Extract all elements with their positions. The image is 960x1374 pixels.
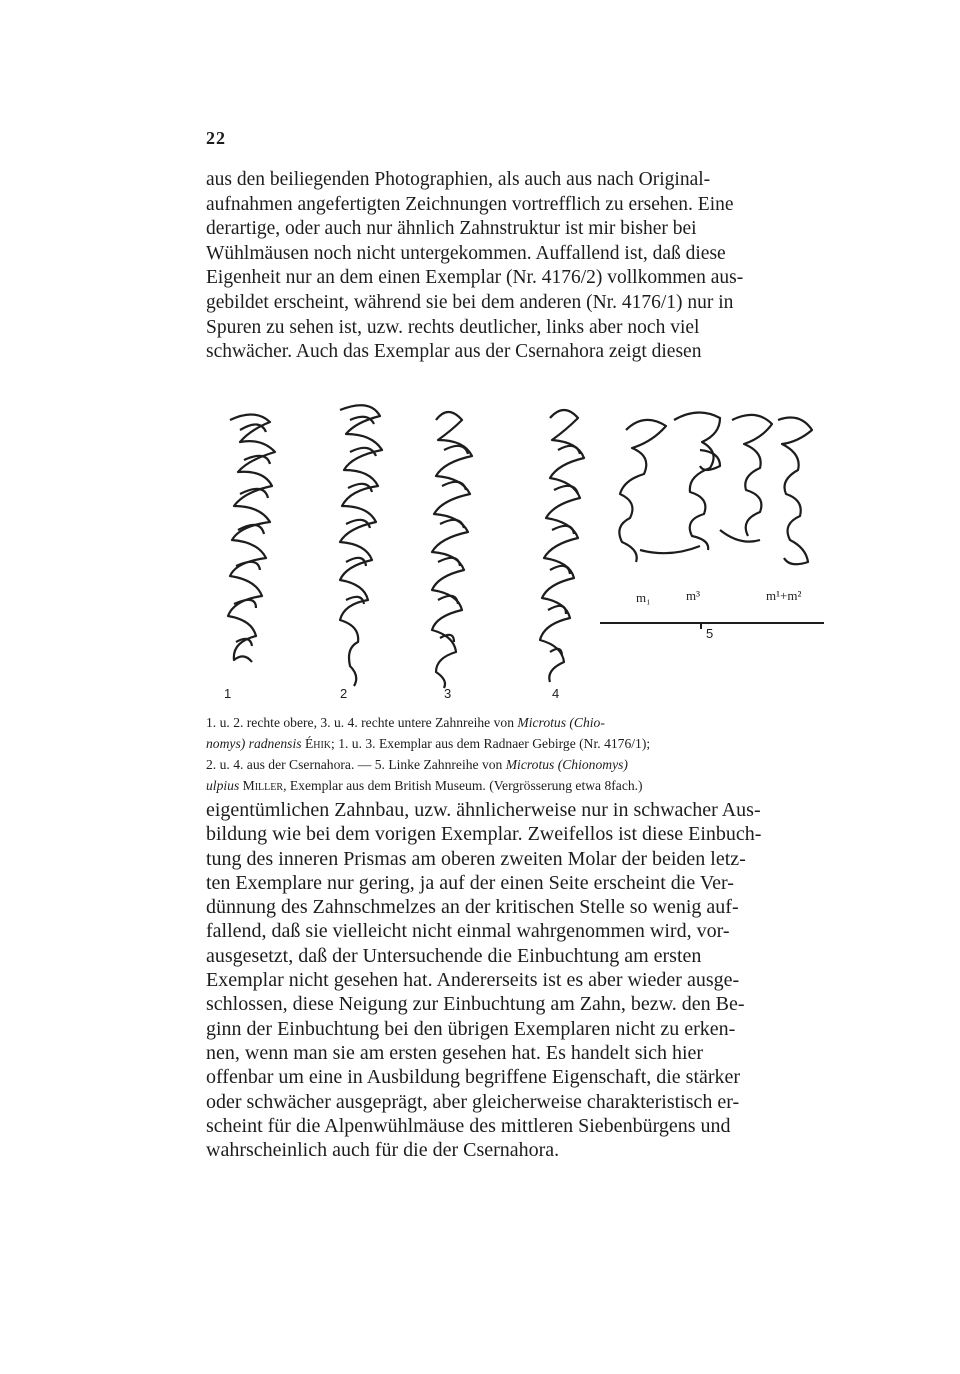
text-line: gebildet erscheint, während sie bei dem anderen (Nr. 4176/1) nur in <box>206 291 734 313</box>
label-m1: m₁ <box>636 590 651 605</box>
text-line: tung des inneren Prismas am oberen zweiten Molar der beiden letz- <box>206 847 746 870</box>
caption-line <box>206 712 826 733</box>
label-m3: m³ <box>686 588 701 603</box>
caption-text: ; 1. u. 3. Exemplar aus dem Radnaer Gebirge (Nr. 4176/1); <box>331 736 651 751</box>
paragraph-bottom <box>206 798 824 1162</box>
text-line: Spuren zu sehen ist, uzw. rechts deutlicher, links aber noch viel <box>206 316 700 338</box>
text-line: ausgesetzt, daß der Untersuchende die Einbuchtung am ersten <box>206 944 702 967</box>
tooth-row-3 <box>432 412 472 688</box>
text-line: oder schwächer ausgeprägt, aber gleicherweise charakteristisch er- <box>206 1090 740 1113</box>
text-line: dünnung des Zahnschmelzes an der kritischen Stelle so wenig auf- <box>206 896 739 919</box>
text-line: wahrscheinlich auch für die der Csernahora. <box>206 1139 560 1162</box>
text-line: schwächer. Auch das Exemplar aus der Csernahora zeigt diesen <box>206 341 702 363</box>
text-line: nen, wenn man sie am ersten gesehen hat. Es handelt sich hier <box>206 1041 704 1064</box>
caption-line <box>206 733 826 754</box>
tooth-row-1 <box>228 414 275 662</box>
text-line: scheint für die Alpenwühlmäuse des mittleren Siebenbürgens und <box>206 1114 731 1137</box>
caption-line <box>206 754 826 775</box>
text-line: offenbar um eine in Ausbildung begriffene Eigenschaft, die stärker <box>206 1066 741 1089</box>
figure-rule-tick <box>700 622 702 629</box>
caption-species: Microtus (Chio- <box>517 715 605 730</box>
text-line: bildung wie bei dem vorigen Exemplar. Zweifellos ist diese Einbuch- <box>206 823 762 846</box>
text-line: schlossen, diese Neigung zur Einbuchtung am Zahn, bezw. den Be- <box>206 993 745 1016</box>
text-line: ginn der Einbuchtung bei den übrigen Exemplaren nicht zu erken- <box>206 1017 736 1040</box>
tooth-row-5 <box>619 412 812 564</box>
caption-line <box>206 775 826 796</box>
text-line: fallend, daß sie vielleicht nicht einmal wahrgenommen wird, vor- <box>206 920 730 943</box>
figure-rule <box>600 622 824 624</box>
tooth-row-2 <box>340 405 382 686</box>
text-line: Eigenheit nur an dem einen Exemplar (Nr. 4176/2) vollkommen aus- <box>206 267 744 289</box>
figure-number-1: 1 <box>224 686 232 701</box>
figure-number-5: 5 <box>706 626 714 641</box>
caption-text: 2. u. 4. aus der Csernahora. — 5. Linke Zahnreihe von <box>206 757 506 772</box>
page-number: 22 <box>206 128 226 148</box>
text-line: aus den beiliegenden Photographien, als auch aus nach Original- <box>206 169 711 190</box>
text-line: ten Exemplare nur gering, ja auf der einen Seite erscheint die Ver- <box>206 871 734 894</box>
text-line: Wühlmäusen noch nicht untergekommen. Auffallend ist, daß diese <box>206 242 726 264</box>
tooth-drawings <box>200 390 840 710</box>
caption-species: Microtus (Chionomys) <box>505 757 628 772</box>
caption-text: , Exemplar aus dem British Museum. (Vergrösserung etwa 8fach.) <box>283 778 643 793</box>
figure-number-2: 2 <box>340 686 348 701</box>
tooth-row-figure <box>200 390 840 710</box>
caption-text: 1. u. 2. rechte obere, 3. u. 4. rechte untere Zahnreihe von <box>206 715 518 730</box>
text-line: Exemplar nicht gesehen hat. Andererseits ist es aber wieder ausge- <box>206 969 740 992</box>
text-line: derartige, oder auch nur ähnlich Zahnstruktur ist mir bisher bei <box>206 218 697 240</box>
figure-caption <box>206 712 826 796</box>
caption-species: ulpius <box>206 778 240 793</box>
text-line: aufnahmen angefertigten Zeichnungen vortrefflich zu ersehen. Eine <box>206 193 734 215</box>
caption-author: Miller <box>242 778 284 793</box>
text-line: eigentümlichen Zahnbau, uzw. ähnlicherweise nur in schwacher Aus- <box>206 799 761 821</box>
label-m1-m2: m¹+m² <box>766 588 802 603</box>
caption-author: Éhik <box>304 736 332 751</box>
paragraph-top <box>206 168 824 365</box>
figure-number-3: 3 <box>444 686 452 701</box>
figure-number-4: 4 <box>552 686 560 701</box>
tooth-row-4 <box>540 410 584 682</box>
caption-species: nomys) radnensis <box>206 736 302 751</box>
